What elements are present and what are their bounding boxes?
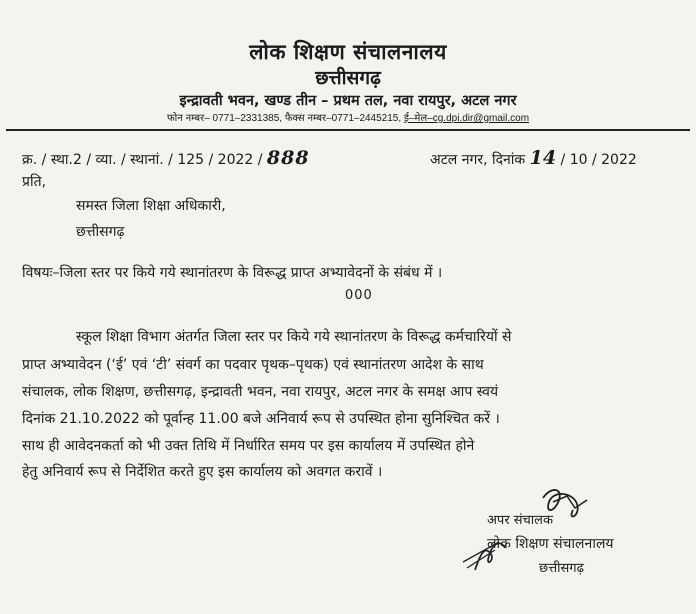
contact-email: ई–मेल–cg.dpi.dir@gmail.com (403, 113, 530, 124)
signature-office: लोक शिक्षण संचालनालय (487, 536, 614, 552)
reference-number (22, 147, 310, 169)
recipient-line-2: छत्तीसगढ़ (76, 224, 125, 240)
office-address: इन्द्रावती भवन, खण्ड तीन – प्रथम तल, नवा रायपुर, अटल नगर (179, 93, 517, 109)
date-day-handwritten: 14 (529, 147, 557, 169)
body-line-4: दिनांक 21.10.2022 को पूर्वान्ह 11.00 बजे अनिवार्य रूप से उपस्थित होना सुनिश्चित करें । (22, 411, 500, 427)
office-state: छत्तीसगढ़ (315, 67, 381, 89)
recipient-line-1: समस्त जिला शिक्षा अधिकारी, (76, 198, 226, 214)
body-line-3: संचालक, लोक शिक्षण, छत्तीसगढ़, इन्द्रावती भवन, नवा रायपुर, अटल नगर के समक्ष आप स्वयं (22, 384, 499, 400)
recipient-prati: प्रति, (22, 174, 47, 190)
letter-date (430, 147, 637, 169)
body-line-5: साथ ही आवेदनकर्ता को भी उक्त तिथि में निर्धारित समय पर इस कार्यालय में उपस्थित होने (22, 438, 475, 454)
office-title: लोक शिक्षण संचालनालय (249, 40, 447, 64)
subject-line: विषयः–जिला स्तर पर किये गये स्थानांतरण के विरूद्ध प्राप्त अभ्यावेदनों के संबंध में । (22, 265, 443, 281)
header-divider (6, 129, 690, 131)
reference-number-handwritten: 888 (266, 147, 310, 169)
body-line-6: हेतु अनिवार्य रूप से निर्देशित करते हुए इस कार्यालय को अवगत करावें । (22, 464, 383, 480)
separator-mark: 000 (345, 288, 373, 303)
body-line-2: प्राप्त अभ्यावेदन (‘ई’ एवं ‘टी’ संवर्ग का पदवार पृथक–पृथक) एवं स्थानांतरण आदेश के साथ (22, 357, 484, 373)
contact-phone-fax: फोन नम्बर– 0771–2331385, फैक्स नम्बर–0771–2445215, (166, 113, 404, 124)
reference-number-prefix: क्र. / स्था.2 / व्या. / स्थानां. / 125 / 2022 / (22, 152, 267, 168)
date-prefix: अटल नगर, दिनांक (430, 152, 530, 168)
signature-designation: अपर संचालक (487, 513, 553, 528)
body-line-1: स्कूल शिक्षा विभाग अंतर्गत जिला स्तर पर किये गये स्थानांतरण के विरूद्ध कर्मचारियों से (76, 329, 512, 345)
date-suffix: / 10 / 2022 (556, 152, 637, 168)
office-contact (0, 110, 696, 124)
signature-state: छत्तीसगढ़ (539, 561, 584, 576)
